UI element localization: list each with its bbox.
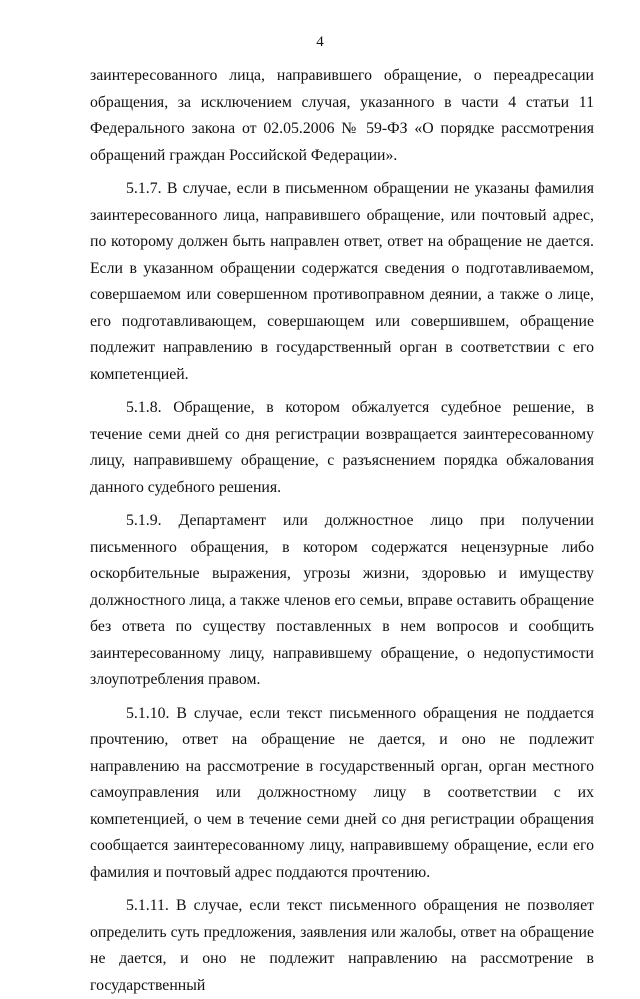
document-body <box>90 63 594 999</box>
paragraph-5-1-7: 5.1.7. В случае, если в письменном обращении не указаны фамилия заинтересованного лица, направившего обращение, или почтовый адрес, по которому должен быть направлен ответ, ответ на обращение не дается. Если в указанном обращении содержатся сведения о подготавливаемом, совершаемом или совершенном противоправном деянии, а также о лице, его подготавливающем, совершающем или совершившем, обращение подлежит направлению в государственный орган в соответствии с его компетенцией. <box>90 180 594 383</box>
paragraph-5-1-11: 5.1.11. В случае, если текст письменного обращения не позволяет определить суть предложения, заявления или жалобы, ответ на обращение не дается, и оно не подлежит направлению на рассмотрение в государственный <box>90 897 594 994</box>
paragraph-5-1-8: 5.1.8. Обращение, в котором обжалуется судебное решение, в течение семи дней со дня регистрации возвращается заинтересованному лицу, направившему обращение, с разъяснением порядка обжалования данного судебного решения. <box>90 399 594 496</box>
paragraph-5-1-9: 5.1.9. Департамент или должностное лицо при получении письменного обращения, в котором содержатся нецензурные либо оскорбительные выражения, угрозы жизни, здоровью и имуществу должностного лица, а также членов его семьи, вправе оставить обращение без ответа по существу поставленных в нем вопросов и сообщить заинтересованному лицу, направившему обращение, о недопустимости злоупотребления правом. <box>90 512 594 688</box>
paragraph-continuation: заинтересованного лица, направившего обращение, о переадресации обращения, за исключением случая, указанного в части 4 статьи 11 Федерального закона от 02.05.2006 № 59-ФЗ «О порядке рассмотрения обращений граждан Российской Федерации». <box>90 67 594 164</box>
paragraph-5-1-10: 5.1.10. В случае, если текст письменного обращения не поддается прочтению, ответ на обращение не дается, и оно не подлежит направлению на рассмотрение в государственный орган, орган местного самоуправления или должностному лицу в соответствии с их компетенцией, о чем в течение семи дней со дня регистрации обращения сообщается заинтересованному лицу, направившему обращение, если его фамилия и почтовый адрес поддаются прочтению. <box>90 704 594 881</box>
page-number: 4 <box>316 34 324 50</box>
